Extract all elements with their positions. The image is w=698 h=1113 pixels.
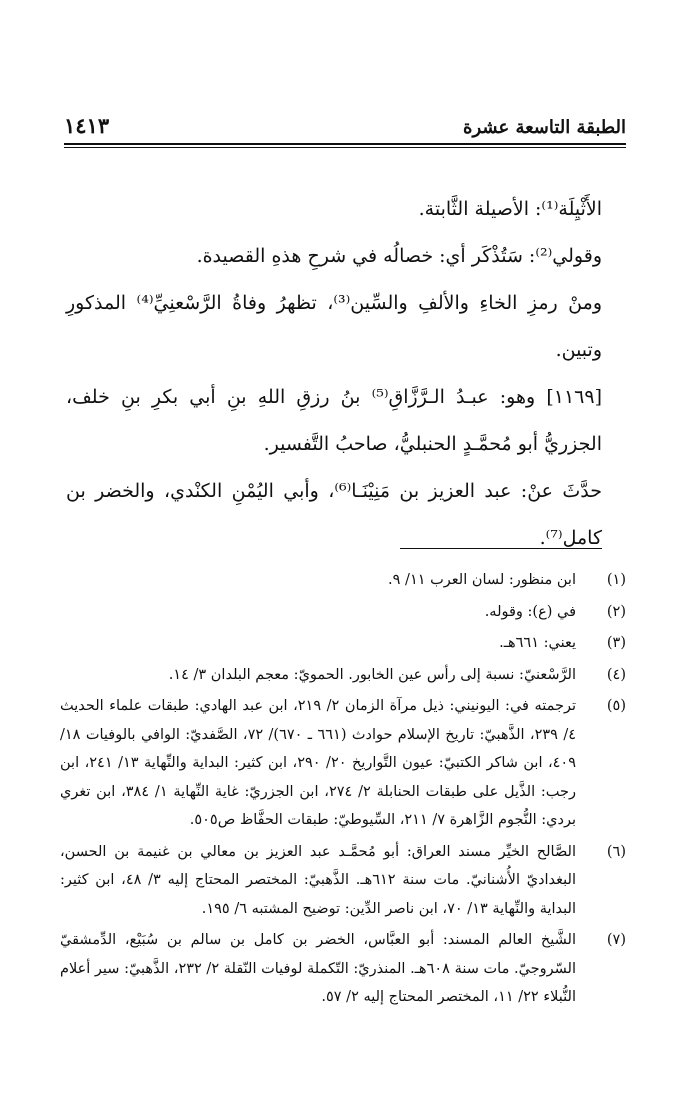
- paragraph-ramz: ومنْ رمزِ الخاءِ والألفِ والسِّين⁽³⁾، تظهرُ وفاةُ الرَّسْعنِيِّ⁽⁴⁾ المذكورِ وتبين.: [66, 292, 602, 361]
- footnote-number: (٦): [606, 843, 626, 860]
- footnote-separator: [400, 548, 602, 549]
- footnote: [60, 629, 626, 658]
- footnote: [60, 566, 626, 595]
- footnote-text: ابن منظور: لسان العرب ١١/ ٩.: [388, 572, 576, 588]
- main-text: [66, 186, 602, 562]
- footnote-text: الشَّيخ العالم المسند: أبو العبَّاس، الخضر بن كامل بن سالم بن سُبَيْع، الدِّمشقيّ السّروجيّ. مات سنة ٦٠٨هـ. المنذريّ: التّكملة لوفيات النّقلة ٢/ ٢٣٢، الذَّهبيّ: سير أعلام النُّبلاء ٢٢/ ١١، المختصر المحتاج إليه ٢/ ٥٧.: [60, 932, 577, 1005]
- footnote-number: (٧): [606, 932, 626, 948]
- footnote-number: (٢): [606, 603, 626, 620]
- page-number: ١٤١٣: [64, 113, 110, 138]
- footnote: [60, 838, 626, 924]
- footnote: [60, 926, 626, 1012]
- footnote: [60, 692, 626, 835]
- footnote-text: في (ع): وقوله.: [484, 603, 576, 620]
- footnote-number: (٣): [606, 635, 626, 651]
- footnote-text: الصَّالح الخيِّر مسند العراق: أبو مُحمَّـد عبد العزيز بن معالي بن غنيمة بن الحسن، البغداديّ الأُشنانيّ. مات سنة ٦١٢هـ. الذَّهبيّ: المختصر المحتاج إليه ٣/ ٤٨، ابن كثير: البداية والنِّهاية ١٣/ ٧٠، ابن ناصر الدِّين: توضيح المشتبه ٦/ ١٩٥.: [60, 843, 576, 917]
- footnote-number: (١): [606, 572, 626, 588]
- paragraph-haddatha: حدَّثَ عنْ: عبد العزيز بن مَنِيْنَـا⁽⁶⁾، وأبي اليُمْنِ الكنْدي، والخضر بن كامل⁽⁷⁾.: [66, 480, 602, 549]
- footnote-number: (٥): [606, 698, 626, 714]
- page-header: [64, 104, 626, 138]
- paragraph-entry-1169: [١١٦٩] وهو: عبـدُ الـرَّزَّاقِ⁽⁵⁾ بنُ رزقِ اللهِ بنِ أبي بكرِ بنِ خلف، الجزريُّ أبو مُحمَّـدٍ الحنبليُّ، صاحبُ التَّفسير.: [66, 386, 602, 455]
- footnotes: [60, 566, 626, 1015]
- header-rule: [64, 143, 626, 145]
- footnote-text: الرَّسْعنيّ: نسبة إلى رأس عين الخابور. الحمويّ: معجم البلدان ٣/ ١٤.: [168, 666, 576, 683]
- running-title: الطبقة التاسعة عشرة: [463, 117, 626, 138]
- header-rule-thin: [64, 147, 626, 148]
- footnote: [60, 598, 626, 627]
- footnote-text: يعني: ٦٦١هـ.: [499, 635, 576, 651]
- footnote-number: (٤): [606, 666, 626, 683]
- paragraph-athila: الأَثْيِلَة⁽¹⁾: الأصيلة الثَّابتة.: [418, 198, 602, 220]
- footnote: [60, 661, 626, 690]
- paragraph-qawli: وقولي⁽²⁾: سَتُذْكَر أي: خصالُه في شرحِ هذهِ القصيدة.: [196, 245, 602, 267]
- footnote-text: ترجمته في: اليونيني: ذيل مرآة الزمان ٢/ ٢١٩، ابن عبد الهادي: طبقات علماء الحديث ٤/ ٢٣٩، الذَّهبيّ: تاريخ الإسلام حوادث (٦٦١ ـ ٦٧٠)/ ٧٢، الصَّفديّ: الوافي بالوفيات ١٨/ ٤٠٩، ابن شاكر الكتبيّ: عيون التَّواريخ ٢٠/ ٢٩٠، ابن كثير: البداية والنِّهاية ١٣/ ٢٤١، ابن رجب: الذَّيل على طبقات الحنابلة ٢/ ٢٧٤، ابن الجزريّ: غاية النِّهاية ١/ ٣٨٤، ابن تغري بردي: النُّجوم الزَّاهرة ٧/ ٢١١، السِّيوطيّ: طبقات الحفَّاظ ص٥٠٥.: [60, 698, 577, 828]
